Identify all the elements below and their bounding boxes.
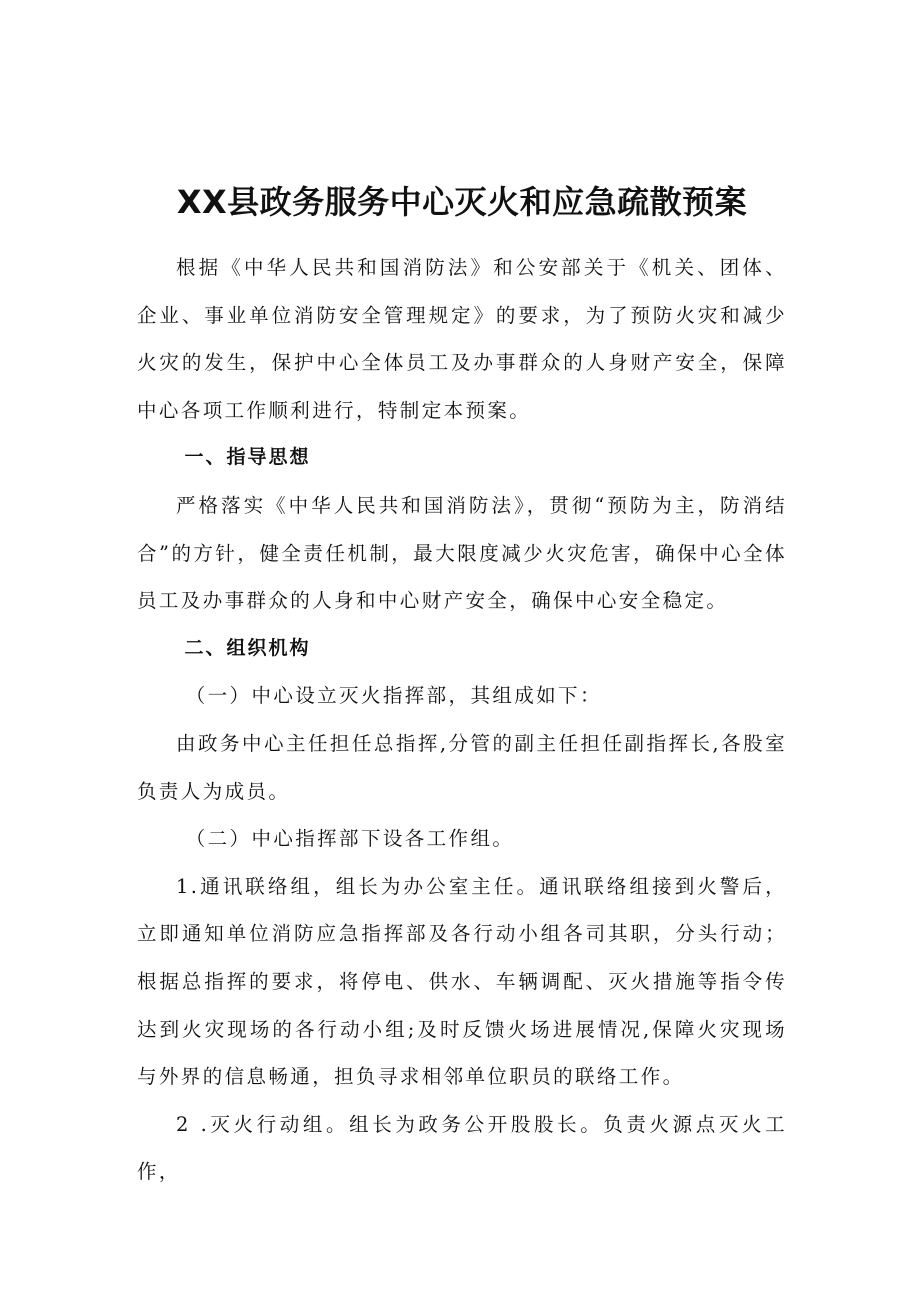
item-firefighting-group: 2 .灭火行动组。组长为政务公开股股长。负责火源点灭火工作， (137, 1112, 787, 1184)
guiding-ideology-paragraph: 严格落实《中华人民共和国消防法》，贯彻“预防为主，防消结合”的方针，健全责任机制，最大限度减少火灾危害，确保中心全体员工及办事群众的人身和中心财产安全，确保中心安全稳定。 (137, 493, 787, 613)
section-heading-organization: 二、组织机构 (184, 636, 311, 659)
document-page (137, 178, 787, 1196)
item-communication-group: 1.通讯联络组，组长为办公室主任。通讯联络组接到火警后，立即通知单位消防应急指挥部及各行动小组各司其职，分头行动；根据总指挥的要求，将停电、供水、车辆调配、灭火措施等指令传达到火灾现场的各行动小组;及时反馈火场进展情况,保障火灾现场与外界的信息畅通，担负寻求相邻单位职员的联络工作。 (137, 874, 787, 1089)
subsection-command-headquarters: （一）中心设立灭火指挥部，其组成如下： (185, 684, 602, 708)
section-heading-guiding-ideology: 一、指导思想 (184, 446, 311, 469)
command-headquarters-paragraph: 由政务中心主任担任总指挥,分管的副主任担任副指挥长,各股室负责人为成员。 (137, 731, 787, 803)
subsection-working-groups: （二）中心指挥部下设各工作组。 (185, 827, 515, 851)
intro-paragraph: 根据《中华人民共和国消防法》和公安部关于《机关、团体、企业、事业单位消防安全管理规定》的要求，为了预防火灾和减少火灾的发生，保护中心全体员工及办事群众的人身财产安全，保障中心各项工作顺利进行，特制定本预案。 (137, 256, 787, 422)
document-title: XX县政务服务中心灭火和应急疏散预案 (176, 183, 748, 221)
